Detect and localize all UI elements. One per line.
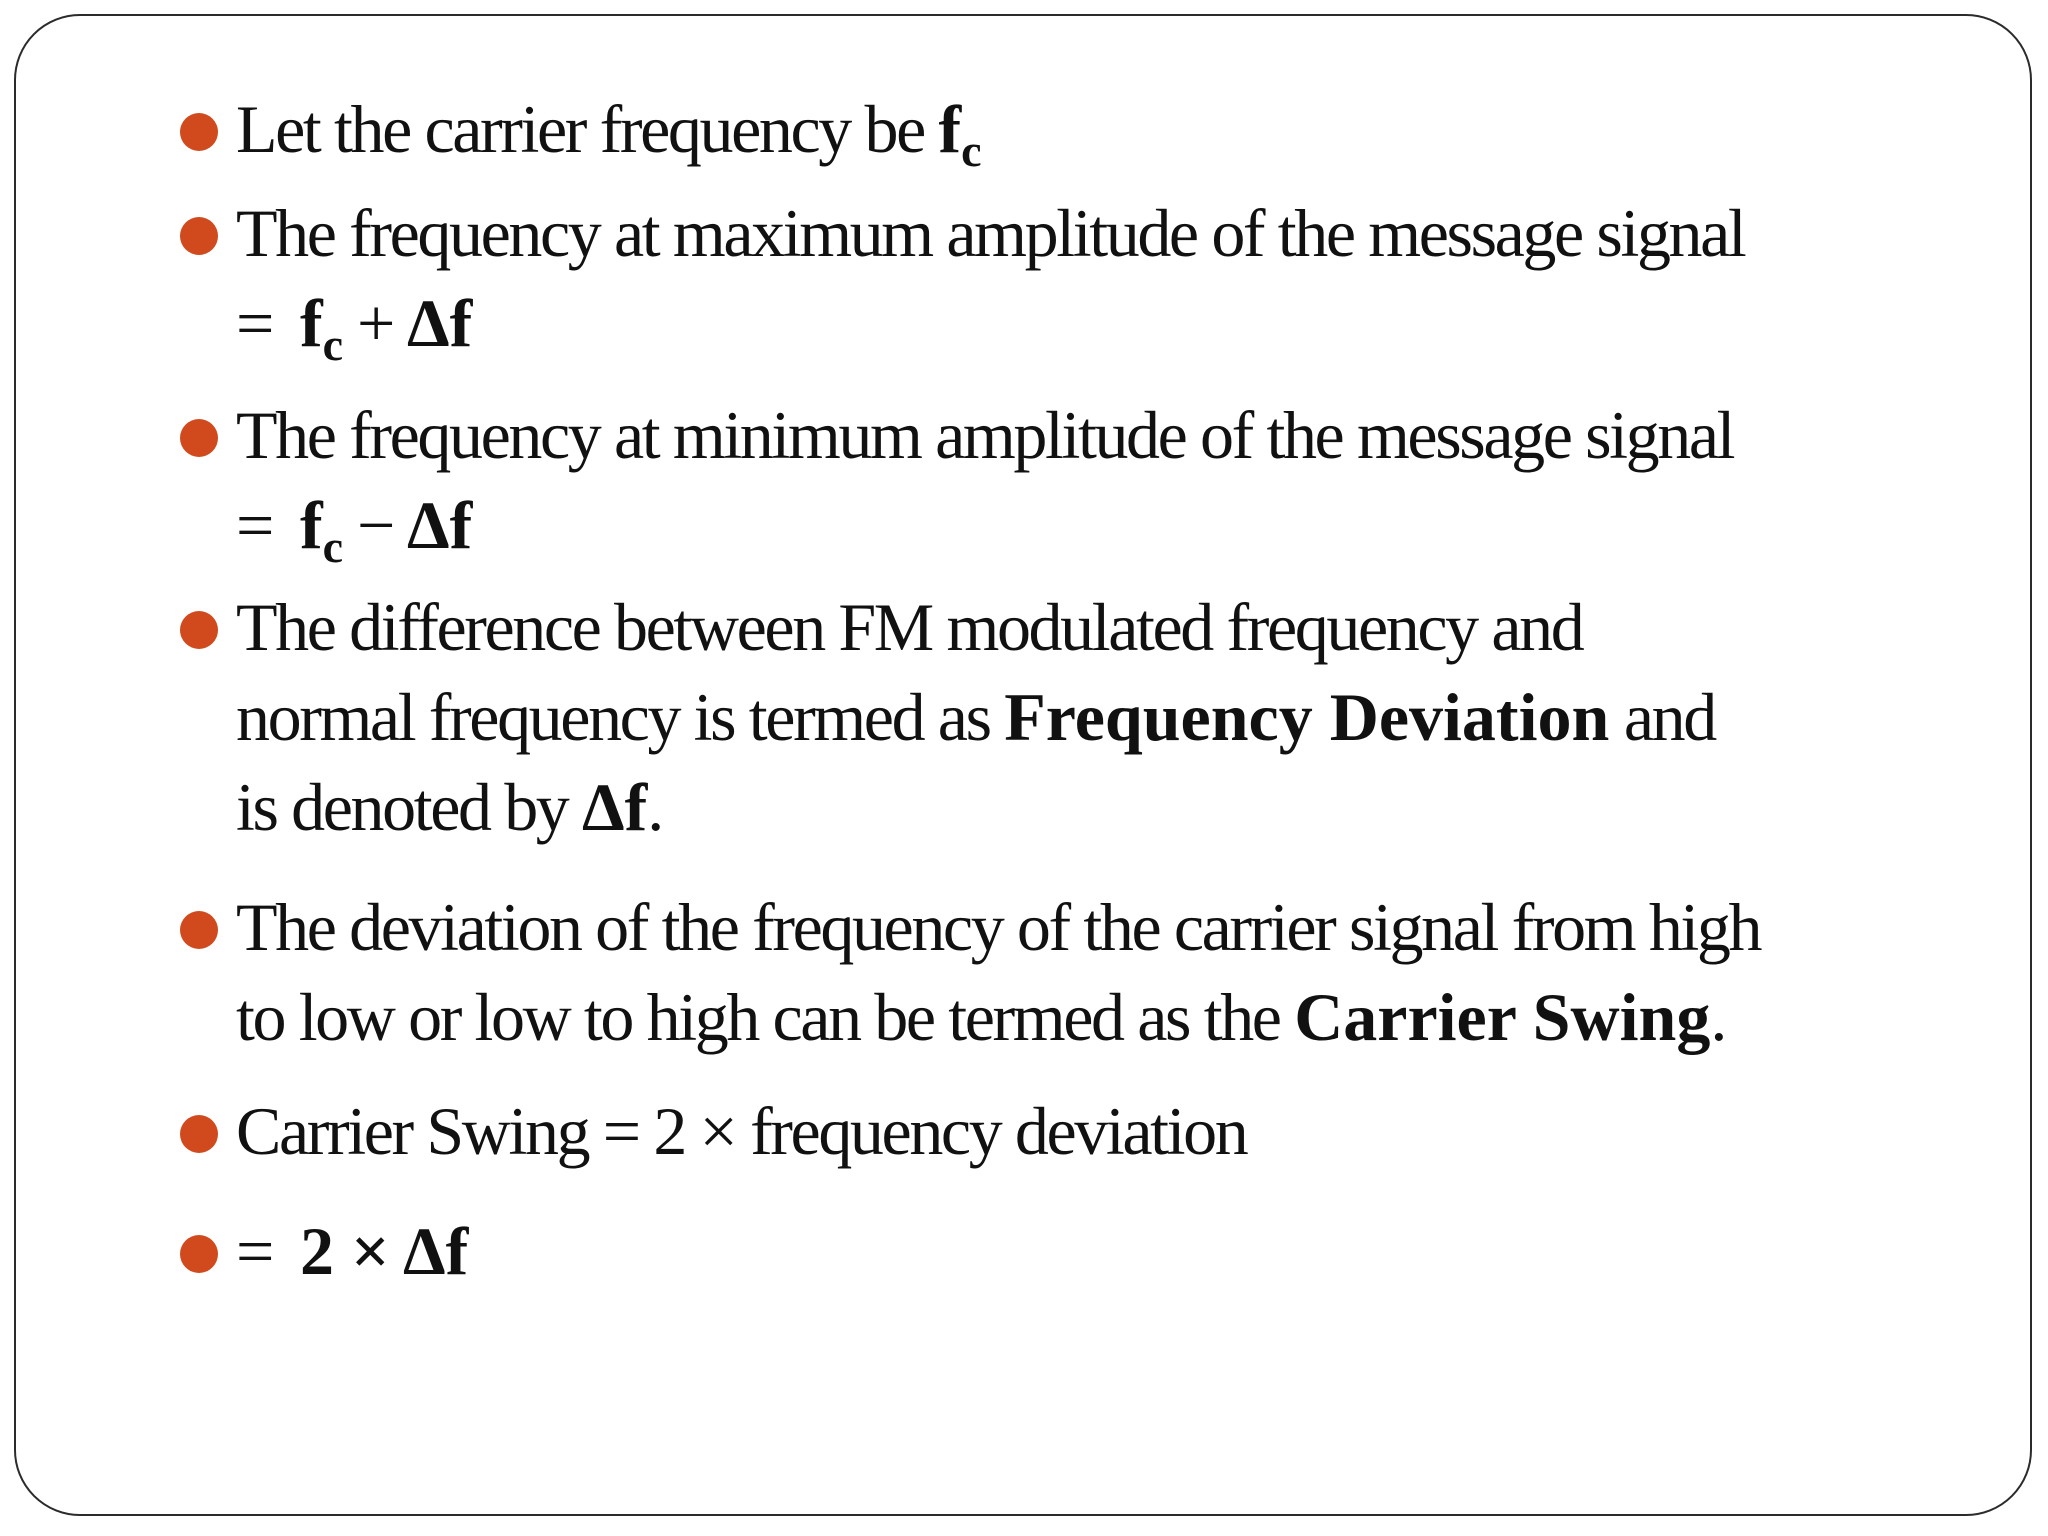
equals-sign: = <box>236 285 272 361</box>
bullet-line-2 <box>236 672 1900 762</box>
bullet-carrier-frequency <box>180 84 1900 174</box>
subscript-c: c <box>322 319 344 370</box>
equation-line <box>236 1206 1900 1296</box>
bullet-line <box>236 84 1900 174</box>
bullet-dot-icon <box>180 1115 218 1153</box>
bullet-list <box>180 84 1900 1296</box>
delta-f: Δf <box>406 285 473 361</box>
operator: + <box>357 285 393 361</box>
operator: − <box>357 487 393 563</box>
bullet-dot-icon <box>180 217 218 255</box>
subscript-c: c <box>322 521 344 572</box>
bullet-carrier-swing-formula <box>180 1086 1900 1176</box>
bullet-carrier-swing-definition <box>180 882 1900 1062</box>
bullet-max-amplitude <box>180 188 1900 368</box>
bullet-min-amplitude <box>180 390 1900 570</box>
term-frequency-deviation: Frequency Deviation <box>1004 679 1610 755</box>
variable-f: f <box>299 487 323 563</box>
equation-line <box>236 480 1900 570</box>
bullet-line-2 <box>236 972 1900 1062</box>
bullet-text: normal frequency is termed as <box>236 679 1005 755</box>
bullet-dot-icon <box>180 419 218 457</box>
equation-line <box>236 278 1900 368</box>
variable-f: f <box>299 285 323 361</box>
bullet-frequency-deviation <box>180 582 1900 852</box>
bullet-text: is denoted by <box>236 769 583 845</box>
variable-f: f <box>938 91 962 167</box>
bullet-text: The frequency at minimum amplitude of the message signal <box>236 397 1734 473</box>
bullet-text: The frequency at maximum amplitude of the message signal <box>236 195 1745 271</box>
delta-f: Δf <box>582 769 648 845</box>
equals-sign: = <box>236 487 272 563</box>
bullet-dot-icon <box>180 911 218 949</box>
bullet-dot-icon <box>180 611 218 649</box>
result-expression: 2 × Δf <box>299 1213 469 1289</box>
bullet-line-1: The difference between FM modulated frequency and <box>236 589 1583 665</box>
bullet-text: Let the carrier frequency be <box>236 91 939 167</box>
bullet-text: to low or low to high can be termed as the <box>236 979 1295 1055</box>
subscript-c: c <box>961 125 982 176</box>
bullet-text: and <box>1609 679 1715 755</box>
bullet-text: . <box>1710 979 1725 1055</box>
bullet-carrier-swing-result <box>180 1206 1900 1296</box>
bullet-dot-icon <box>180 113 218 151</box>
delta-f: Δf <box>406 487 473 563</box>
bullet-line-3 <box>236 762 1900 852</box>
bullet-line-1: The deviation of the frequency of the carrier signal from high <box>236 889 1761 965</box>
bullet-text: Carrier Swing = 2 × frequency deviation <box>236 1093 1247 1169</box>
bullet-text: . <box>647 769 662 845</box>
bullet-dot-icon <box>180 1235 218 1273</box>
equals-sign: = <box>236 1213 272 1289</box>
term-carrier-swing: Carrier Swing <box>1294 979 1711 1055</box>
